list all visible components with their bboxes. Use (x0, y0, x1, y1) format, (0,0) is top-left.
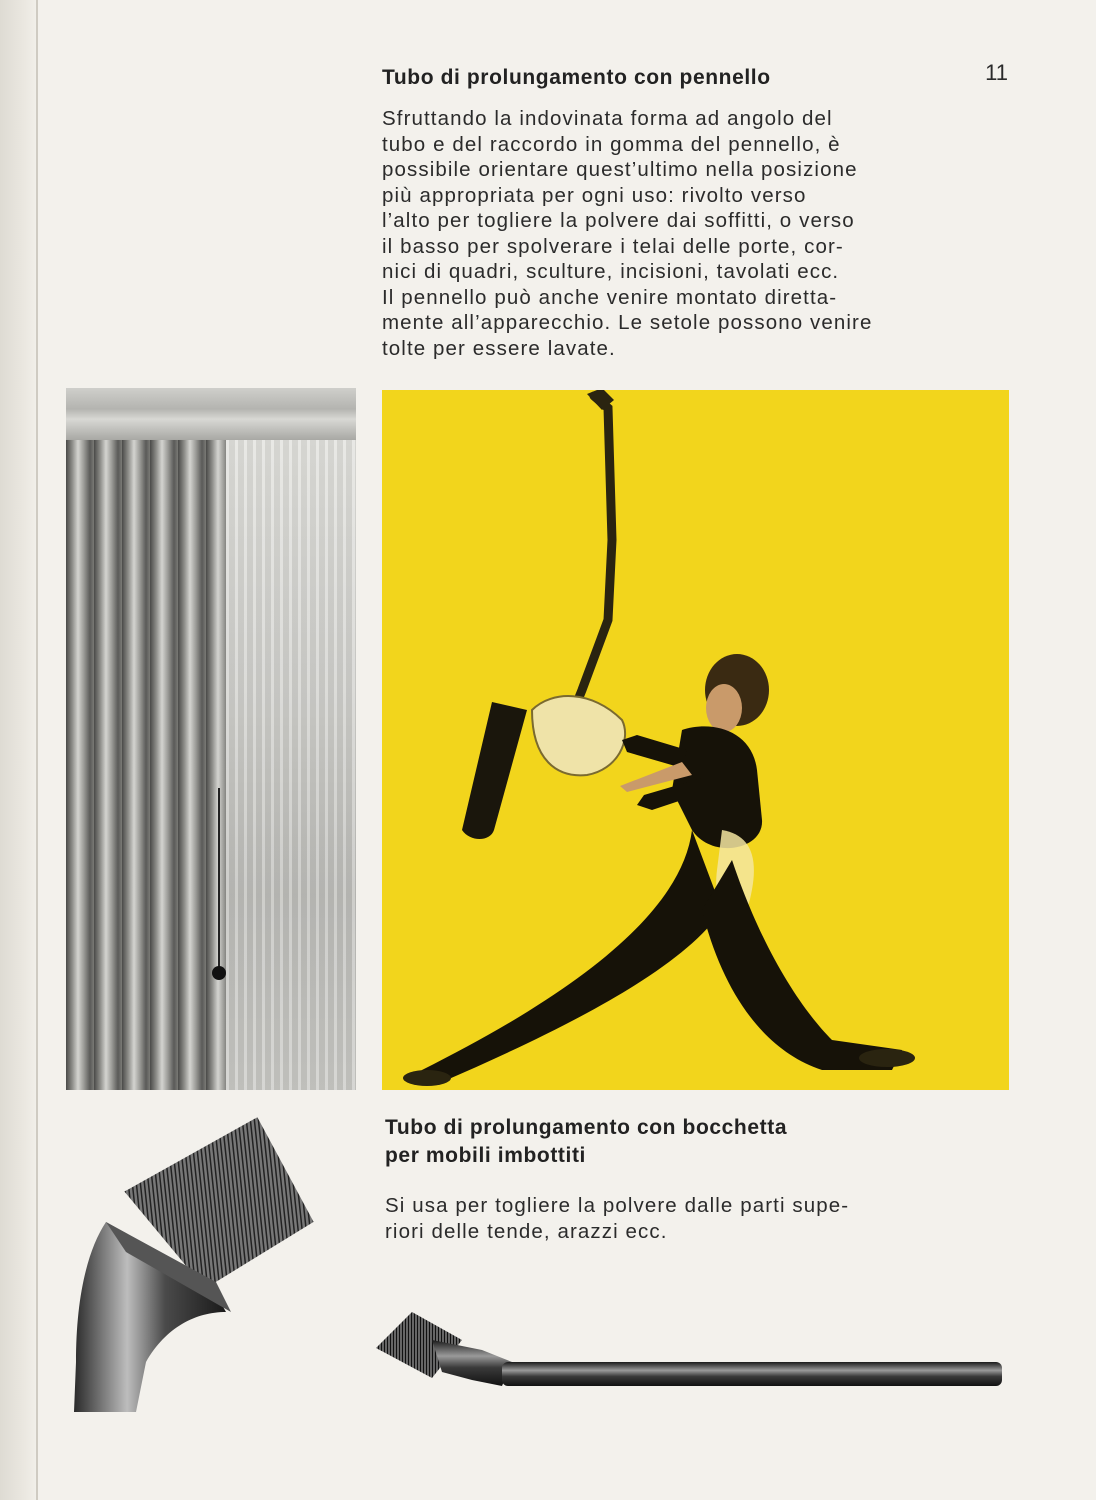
curtain-cord (218, 788, 220, 968)
body-line: Si usa per togliere la polvere dalle parti supe- (385, 1194, 850, 1217)
page-fold (36, 0, 38, 1500)
section-1-body (382, 106, 1002, 361)
yellow-photo (382, 390, 1009, 1090)
kneeling-woman-with-brush-illustration (382, 390, 1009, 1090)
curtain-rail (66, 388, 356, 440)
heading-line: per mobili imbottiti (385, 1144, 586, 1167)
previous-page-edge (0, 0, 36, 1500)
brush-nozzle-illustration (66, 1112, 326, 1412)
section-1-heading: Tubo di prolungamento con pennello (382, 66, 771, 89)
curtain-photo (66, 388, 356, 1090)
body-line: l’alto per togliere la polvere dai soffitti, o verso (382, 209, 855, 232)
section-2-body (385, 1193, 1005, 1244)
sheer-curtain (226, 440, 356, 1090)
section-2-heading (385, 1114, 985, 1170)
body-line: nici di quadri, sculture, incisioni, tavolati ecc. (382, 260, 840, 283)
body-line: tolte per essere lavate. (382, 336, 616, 360)
body-line: tubo e del raccordo in gomma del pennello, è (382, 132, 841, 156)
body-line: riori delle tende, arazzi ecc. (385, 1219, 668, 1243)
cord-knob (212, 966, 226, 980)
extension-tube-illustration (372, 1300, 1012, 1390)
curtain-folds (66, 440, 226, 1090)
page-number: 11 (985, 60, 1008, 85)
heading-line: Tubo di prolungamento con bocchetta (385, 1116, 788, 1139)
body-line: Il pennello può anche venire montato diretta- (382, 285, 838, 309)
body-line: possibile orientare quest’ultimo nella posizione (382, 158, 858, 181)
extension-tube-photo (372, 1300, 1012, 1390)
body-line: più appropriata per ogni uso: rivolto verso (382, 183, 807, 207)
brush-nozzle-photo (66, 1112, 326, 1412)
body-line: Sfruttando la indovinata forma ad angolo del (382, 107, 833, 130)
body-line: il basso per spolverare i telai delle porte, cor- (382, 234, 844, 258)
body-line: mente all’apparecchio. Le setole possono venire (382, 311, 873, 334)
